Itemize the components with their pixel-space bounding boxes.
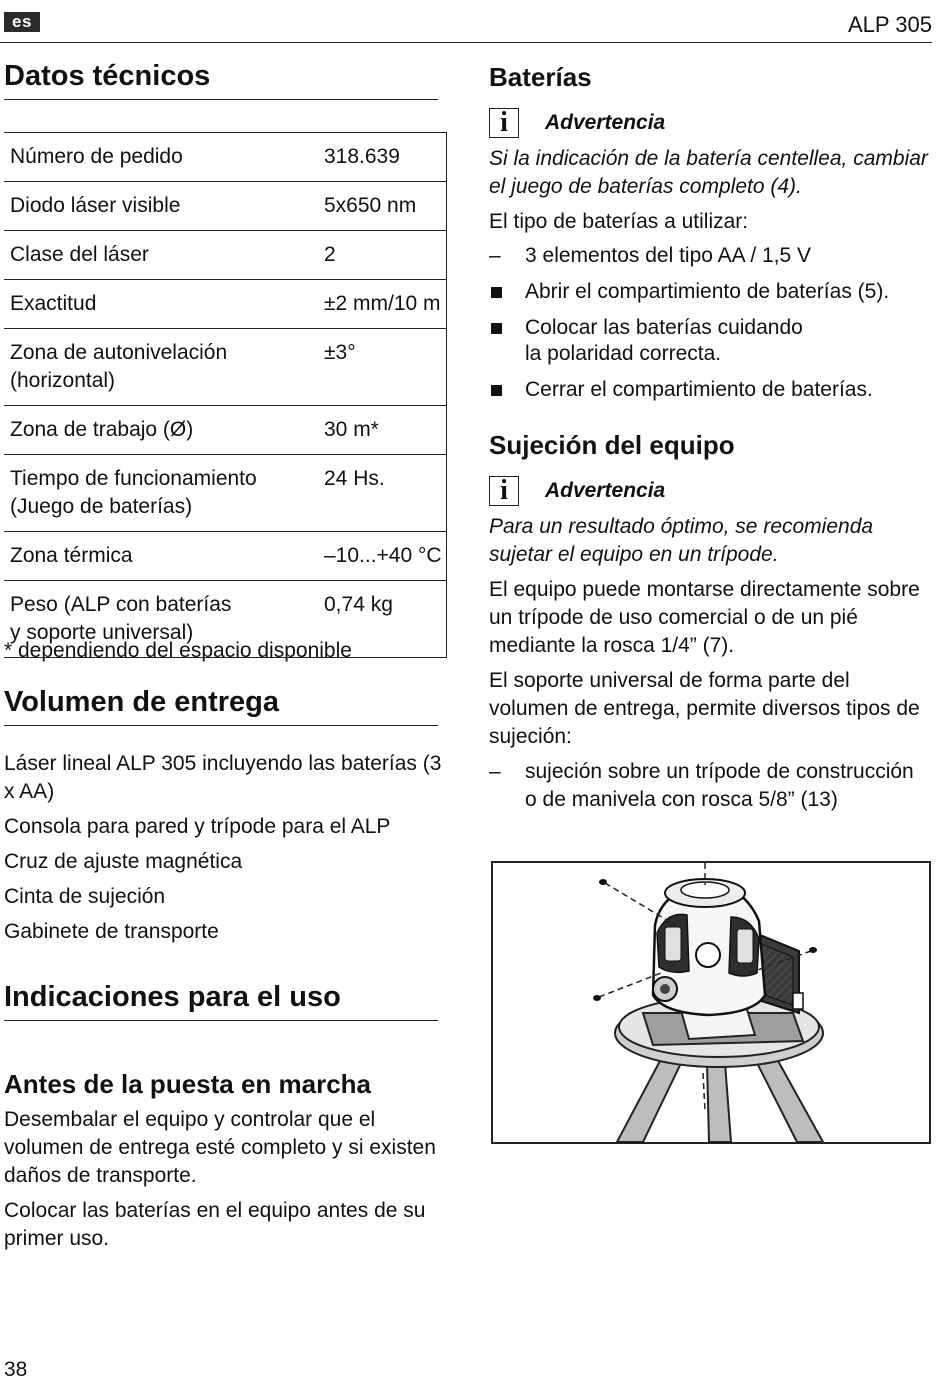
antes-paragraph: Colocar las baterías en el equipo antes de su primer uso. bbox=[4, 1199, 426, 1250]
spec-footnote: * dependiendo del espacio disponible bbox=[4, 639, 352, 662]
header-divider bbox=[0, 42, 932, 43]
baterias-intro: El tipo de baterías a utilizar: bbox=[489, 210, 749, 233]
step-text: Cerrar el compartimiento de baterías. bbox=[525, 378, 873, 401]
spec-value: 30 m* bbox=[324, 418, 379, 441]
volumen-title: Volumen de entrega bbox=[4, 686, 280, 718]
dash-item bbox=[489, 758, 929, 814]
square-bullet-icon bbox=[491, 385, 502, 396]
spec-value: 24 Hs. bbox=[324, 467, 385, 490]
page-number: 38 bbox=[4, 1358, 28, 1381]
dash-item bbox=[489, 243, 929, 269]
spec-row bbox=[4, 133, 446, 181]
volumen-section-header bbox=[4, 686, 438, 726]
spec-value: –10...+40 °C bbox=[324, 544, 442, 567]
sujecion-paragraph: El soporte universal de forma parte del volumen de entrega, permite diversos tipos de sujeción: bbox=[489, 669, 920, 748]
datos-section-header bbox=[4, 60, 438, 100]
dash-marker: – bbox=[489, 760, 501, 783]
indicaciones-title: Indicaciones para el uso bbox=[4, 981, 341, 1013]
dash-text: sujeción sobre un trípode de construcción o de manivela con rosca 5/8” (13) bbox=[525, 760, 914, 811]
datos-rule bbox=[4, 99, 438, 100]
volumen-rule bbox=[4, 725, 438, 726]
spec-row bbox=[4, 454, 446, 531]
list-item: Consola para pared y trípode para el ALP bbox=[4, 815, 391, 838]
antes-section bbox=[4, 1069, 446, 1260]
spec-row bbox=[4, 405, 446, 454]
step-text: Colocar las baterías cuidando la polaridad correcta. bbox=[525, 316, 803, 365]
spec-row bbox=[4, 531, 446, 580]
sujecion-paragraph: El equipo puede montarse directamente sobre un trípode de uso comercial o de un pié mediante la rosca 1/4” (7). bbox=[489, 578, 920, 657]
notice-label: Advertencia bbox=[545, 479, 666, 502]
square-bullet-icon bbox=[491, 287, 502, 298]
volumen-list bbox=[4, 750, 446, 953]
language-tag: es bbox=[4, 12, 40, 32]
laser-on-tripod-icon bbox=[493, 863, 929, 1142]
spec-row bbox=[4, 279, 446, 328]
sujecion-title: Sujeción del equipo bbox=[489, 430, 735, 460]
spec-key: Tiempo de funcionamiento (Juego de baterías) bbox=[10, 467, 257, 518]
info-icon: i bbox=[489, 108, 519, 138]
spec-key: Zona de trabajo (Ø) bbox=[10, 418, 194, 441]
sujecion-section bbox=[489, 430, 929, 824]
list-item: Láser lineal ALP 305 incluyendo las baterías (3 x AA) bbox=[4, 752, 442, 803]
baterias-section bbox=[489, 62, 929, 413]
notice-text: Para un resultado óptimo, se recomienda sujetar el equipo en un trípode. bbox=[489, 515, 874, 566]
spec-value: ±2 mm/10 m bbox=[324, 292, 441, 315]
list-item: Cinta de sujeción bbox=[4, 885, 166, 908]
antes-title: Antes de la puesta en marcha bbox=[4, 1069, 372, 1099]
indicaciones-section-header bbox=[4, 981, 438, 1021]
datos-title: Datos técnicos bbox=[4, 60, 211, 92]
spec-key: Exactitud bbox=[10, 292, 97, 315]
dash-marker: – bbox=[489, 244, 501, 267]
step-item bbox=[489, 315, 929, 367]
spec-key: Peso (ALP con baterías y soporte universal) bbox=[10, 593, 232, 644]
spec-key: Número de pedido bbox=[10, 145, 183, 168]
tripod-mount-illustration bbox=[491, 861, 931, 1144]
spec-row bbox=[4, 181, 446, 230]
model-name: ALP 305 bbox=[847, 12, 932, 37]
info-icon: i bbox=[489, 476, 519, 506]
spec-key: Zona térmica bbox=[10, 544, 133, 567]
indicaciones-rule bbox=[4, 1020, 438, 1021]
square-bullet-icon bbox=[491, 323, 502, 334]
spec-value: 5x650 nm bbox=[324, 194, 417, 217]
spec-row bbox=[4, 328, 446, 405]
spec-row bbox=[4, 230, 446, 279]
step-item bbox=[489, 279, 929, 305]
spec-key: Clase del láser bbox=[10, 243, 149, 266]
baterias-notice bbox=[489, 105, 929, 141]
notice-text: Si la indicación de la batería centellea, cambiar el juego de baterías completo (4). bbox=[489, 147, 928, 198]
spec-key: Zona de autonivelación (horizontal) bbox=[10, 341, 228, 392]
antes-paragraph: Desembalar el equipo y controlar que el volumen de entrega esté completo y si existen daños de transporte. bbox=[4, 1108, 436, 1187]
step-item bbox=[489, 377, 929, 403]
baterias-title: Baterías bbox=[489, 62, 592, 92]
step-text: Abrir el compartimiento de baterías (5). bbox=[525, 280, 890, 303]
spec-value: ±3° bbox=[324, 341, 356, 364]
notice-label: Advertencia bbox=[545, 111, 666, 134]
dash-text: 3 elementos del tipo AA / 1,5 V bbox=[525, 244, 812, 267]
spec-table bbox=[4, 132, 447, 658]
spec-value: 0,74 kg bbox=[324, 593, 393, 616]
sujecion-notice bbox=[489, 473, 929, 509]
list-item: Gabinete de transporte bbox=[4, 920, 219, 943]
spec-value: 318.639 bbox=[324, 145, 400, 168]
spec-key: Diodo láser visible bbox=[10, 194, 181, 217]
list-item: Cruz de ajuste magnética bbox=[4, 850, 243, 873]
spec-value: 2 bbox=[324, 243, 336, 266]
